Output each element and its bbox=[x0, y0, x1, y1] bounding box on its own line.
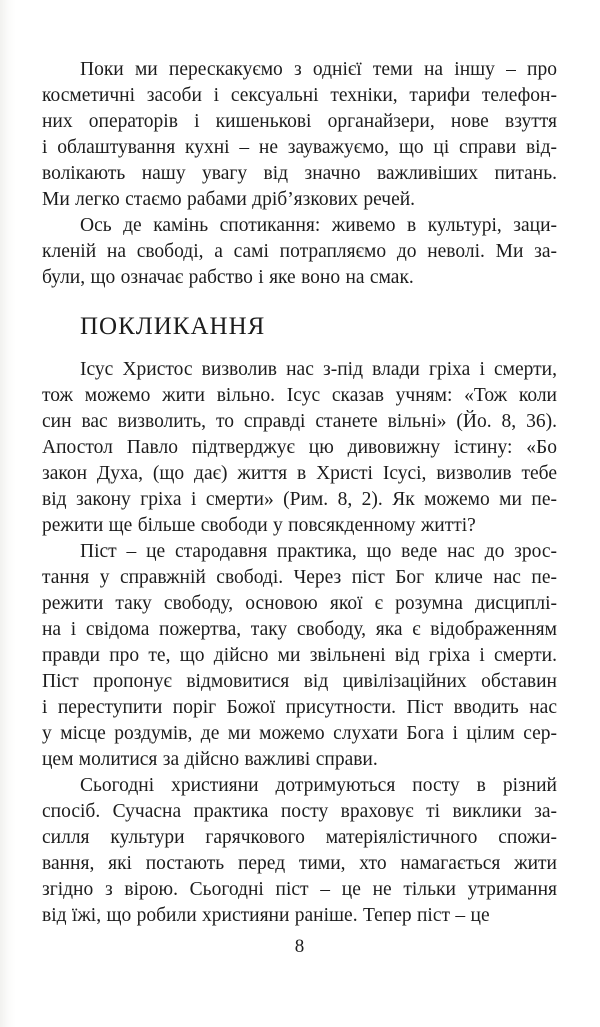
text-line: Ось де камінь спотикання: живемо в культурі, заци- bbox=[80, 215, 557, 236]
text-line: від їжі, що робили християни раніше. Тепер піст – це bbox=[42, 905, 490, 926]
paragraph bbox=[42, 773, 557, 929]
text-line: волікають нашу увагу від значно важливіших питань. bbox=[42, 163, 557, 184]
text-line: були, що означає рабство і яке воно на смак. bbox=[42, 267, 414, 288]
text-line: кленій на свободі, а самі потрапляємо до неволі. Ми за- bbox=[42, 241, 557, 262]
text-line: у місце роздумів, де ми можемо слухати Бога і цілим сер- bbox=[42, 723, 557, 744]
section-heading: ПОКЛИКАННЯ bbox=[80, 313, 266, 340]
text-line: Піст – це стародавня практика, що веде нас до зрос- bbox=[80, 541, 557, 562]
text-line: спосіб. Сучасна практика посту враховує ті виклики за- bbox=[42, 801, 557, 822]
text-line: на і свідома пожертва, таку свободу, яка є відображенням bbox=[42, 619, 557, 640]
paragraph bbox=[42, 539, 557, 773]
text-line: і переступити поріг Божої присутности. Піст вводить нас bbox=[42, 697, 557, 718]
text-line: цем молитися за дійсно важливі справи. bbox=[42, 749, 378, 770]
text-line: син вас визволить, то справді станете вільні» (Йо. 8, 36). bbox=[42, 411, 557, 432]
text-line: тання у справжній свободі. Через піст Бог кличе нас пе- bbox=[42, 567, 557, 588]
text-line: Ми легко стаємо рабами дріб’язкових речей. bbox=[42, 189, 416, 210]
text-line: вання, які постають перед тими, хто намагається жити bbox=[42, 853, 557, 874]
page-number: 8 bbox=[294, 936, 305, 957]
text-line: правди про те, що дійсно ми звільнені від гріха і смерти. bbox=[42, 645, 557, 666]
paragraph bbox=[42, 213, 557, 291]
text-line: режити ще більше свободи у повсякденному житті? bbox=[42, 515, 476, 536]
paragraph bbox=[42, 357, 557, 539]
text-line: режити таку свободу, основою якої є розумна дисциплі- bbox=[42, 593, 557, 614]
text-block bbox=[42, 57, 557, 929]
text-line: них операторів і кишенькові органайзери, нове взуття bbox=[42, 111, 557, 132]
text-line: силля культури гарячкового матеріялістичного спожи- bbox=[42, 827, 557, 848]
text-line: Апостол Павло підтверджує цю дивовижну істину: «Бо bbox=[42, 437, 557, 458]
text-line: і облаштування кухні – не зауважуємо, що ці справи від- bbox=[42, 137, 557, 158]
text-line: закон Духа, (що дає) життя в Христі Ісусі, визволив тебе bbox=[42, 463, 557, 484]
text-line: Ісус Христос визволив нас з-під влади гріха і смерти, bbox=[80, 359, 557, 380]
text-line: Поки ми перескакуємо з однієї теми на іншу – про bbox=[80, 59, 557, 80]
text-line: згідно з вірою. Сьогодні піст – це не тільки утримання bbox=[42, 879, 557, 900]
text-line: тож можемо жити вільно. Ісус сказав учням: «Тож коли bbox=[42, 385, 557, 406]
text-line: косметичні засоби і сексуальні техніки, тарифи телефон- bbox=[42, 85, 557, 106]
text-line: від закону гріха і смерти» (Рим. 8, 2). Як можемо ми пе- bbox=[42, 489, 557, 510]
text-line: Піст пропонує відмовитися від цивілізаційних обставин bbox=[42, 671, 557, 692]
text-line: Сьогодні християни дотримуються посту в різний bbox=[80, 775, 557, 796]
paragraph bbox=[42, 57, 557, 213]
